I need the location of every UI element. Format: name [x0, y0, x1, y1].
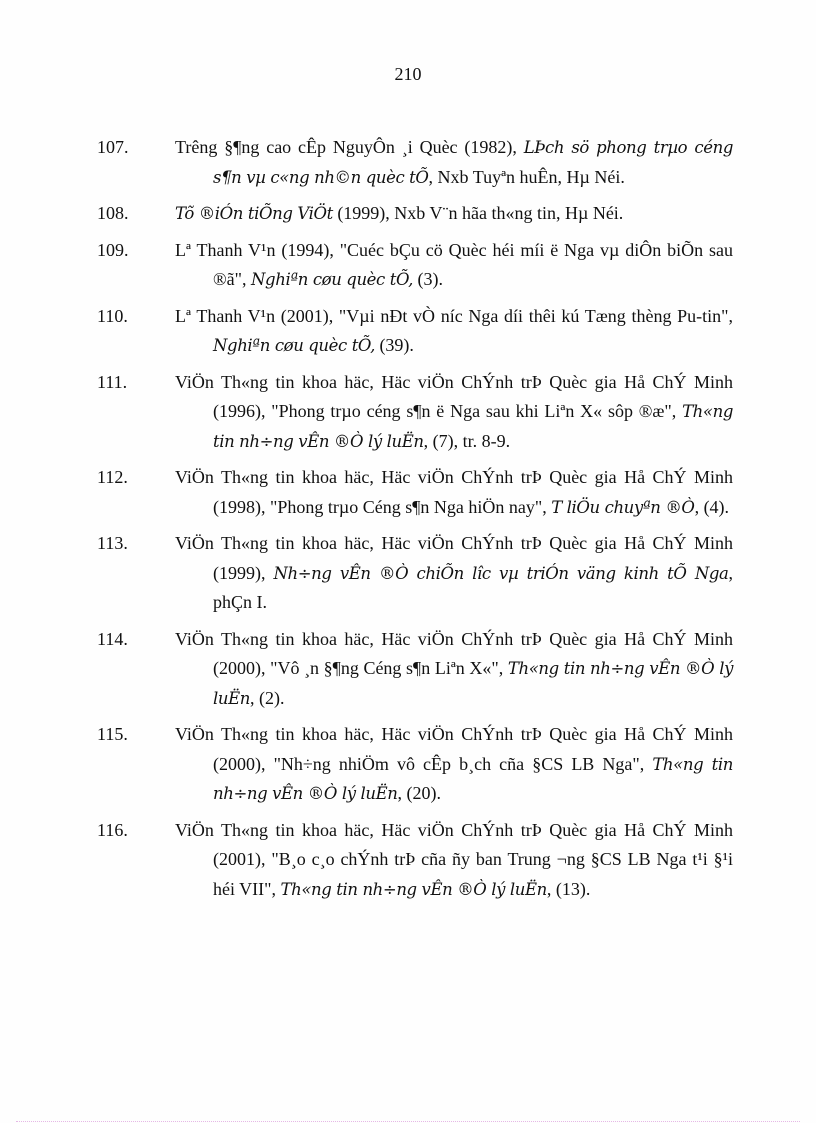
- reference-text-segment: Lª Thanh V¹n (2001), "Vµi nÐt vÒ níc Nga díi thêi kú Tæng thèng Pu-tin",: [175, 305, 733, 326]
- reference-text-segment: (1999), Nxb V¨n hãa th«ng tin, Hµ Néi.: [332, 203, 624, 223]
- reference-text-segment: Lª Thanh V¹n (1994), "Cuéc bÇu cö Quèc héi míi ë Nga vµ diÔn biÕn sau ®ã",: [175, 239, 733, 289]
- reference-text-segment: Trêng §¶ng cao cÊp NguyÔn ¸i Quèc (1982),: [175, 137, 524, 157]
- reference-text-segment: ViÖn Th«ng tin khoa häc, Häc viÖn ChÝnh trÞ Quèc gia Hå ChÝ Minh (1996), "Phong trµo céng s¶n ë Nga sau khi Liªn X« sôp ®æ",: [175, 371, 733, 421]
- reference-text: [175, 306, 733, 356]
- reference-item: 109. Lª Thanh V¹n (1994), "Cuéc bÇu cö Quèc héi míi ë Nga vµ diÔn biÕn sau ®ã", Nghiªn cøu quèc tÕ, (3).: [97, 239, 733, 289]
- reference-text-segment: , phÇn I.: [213, 562, 733, 612]
- reference-text: [175, 533, 733, 612]
- reference-title-italic: LÞch sö phong trµo céng s¶n vµ c«ng nh©n quèc tÕ: [213, 138, 733, 187]
- reference-text: [175, 820, 733, 899]
- reference-text-segment: , (7), tr. 8-9.: [423, 430, 511, 451]
- reference-text: [175, 203, 623, 223]
- reference-item: 107. Trêng §¶ng cao cÊp NguyÔn ¸i Quèc (1982), LÞch sö phong trµo céng s¶n vµ c«ng nh©n quèc tÕ, Nxb Tuyªn huÊn, Hµ Néi.: [97, 137, 733, 187]
- reference-text-segment: ViÖn Th«ng tin khoa häc, Häc viÖn ChÝnh trÞ Quèc gia Hå ChÝ Minh (2000), "Nh÷ng nhiÖm vô cÊp b¸ch cña §CS LB Nga",: [175, 724, 733, 774]
- reference-title-italic: Th«ng tin nh÷ng vÊn ®Ò lý luËn: [213, 659, 734, 708]
- reference-title-italic: Th«ng tin nh÷ng vÊn ®Ò lý luËn: [280, 879, 547, 899]
- reference-text-segment: ViÖn Th«ng tin khoa häc, Häc viÖn ChÝnh trÞ Quèc gia Hå ChÝ Minh (1999),: [175, 533, 733, 583]
- reference-text-segment: , Nxb Tuyªn huÊn, Hµ Néi.: [428, 166, 625, 187]
- reference-item: 110. Lª Thanh V¹n (2001), "Vµi nÐt vÒ níc Nga díi thêi kú Tæng thèng Pu-tin", Nghiªn cøu quèc tÕ, (39).: [97, 305, 733, 355]
- reference-title-italic: Nh÷ng vÊn ®Ò chiÕn lîc vµ triÓn väng kinh tÕ Nga: [273, 563, 729, 583]
- reference-text: [175, 240, 733, 290]
- reference-text-segment: ViÖn Th«ng tin khoa häc, Häc viÖn ChÝnh trÞ Quèc gia Hå ChÝ Minh (2000), "Vô ¸n §¶ng Céng s¶n Liªn X«",: [175, 628, 733, 678]
- reference-item: 116. ViÖn Th«ng tin khoa häc, Häc viÖn ChÝnh trÞ Quèc gia Hå ChÝ Minh (2001), "B¸o c¸o chÝnh trÞ cña ñy ban Trung ¬ng §CS LB Nga t¹i §¹i héi VII", Th«ng tin nh÷ng vÊn ®Ò lý luËn, (13).: [97, 819, 733, 899]
- reference-text-segment: (3).: [412, 269, 443, 289]
- reference-text: [175, 137, 733, 187]
- reference-text-segment: , (2).: [249, 687, 285, 708]
- reference-list: [97, 133, 734, 911]
- reference-text-segment: (39).: [374, 335, 414, 355]
- reference-text: [175, 467, 733, 517]
- page-bottom-border: [16, 1121, 800, 1122]
- reference-title-italic: Nghiªn cøu quèc tÕ,: [213, 336, 375, 355]
- page-number: 210: [394, 64, 422, 84]
- reference-item: 112. ViÖn Th«ng tin khoa häc, Häc viÖn ChÝnh trÞ Quèc gia Hå ChÝ Minh (1998), "Phong trµo Céng s¶n Nga hiÖn nay", T liÖu chuyªn ®Ò, (4).: [97, 467, 733, 517]
- reference-item: 111. ViÖn Th«ng tin khoa häc, Häc viÖn ChÝnh trÞ Quèc gia Hå ChÝ Minh (1996), "Phong trµo céng s¶n ë Nga sau khi Liªn X« sôp ®æ", Th«ng tin nh÷ng vÊn ®Ò lý luËn, (7), tr. 8-9.: [97, 371, 733, 451]
- reference-text-segment: , (20).: [397, 783, 441, 803]
- reference-item: 108. Tõ ®iÓn tiÕng ViÖt (1999), Nxb V¨n hãa th«ng tin, Hµ Néi.: [97, 203, 624, 223]
- reference-title-italic: Th«ng tin nh÷ng vÊn ®Ò lý luËn: [213, 754, 733, 803]
- reference-item: 113. ViÖn Th«ng tin khoa häc, Häc viÖn ChÝnh trÞ Quèc gia Hå ChÝ Minh (1999), Nh÷ng vÊn ®Ò chiÕn lîc vµ triÓn väng kinh tÕ Nga, phÇn I.: [97, 533, 733, 612]
- reference-text: [175, 724, 733, 803]
- reference-title-italic: T liÖu chuyªn ®Ò: [551, 497, 695, 517]
- reference-text: [175, 372, 733, 451]
- reference-text-segment: , (13).: [546, 878, 591, 899]
- reference-item: 114. ViÖn Th«ng tin khoa häc, Häc viÖn ChÝnh trÞ Quèc gia Hå ChÝ Minh (2000), "Vô ¸n §¶ng Céng s¶n Liªn X«", Th«ng tin nh÷ng vÊn ®Ò lý luËn, (2).: [97, 628, 734, 708]
- reference-text-segment: , (4).: [694, 496, 730, 517]
- reference-text-segment: ViÖn Th«ng tin khoa häc, Häc viÖn ChÝnh trÞ Quèc gia Hå ChÝ Minh (1998), "Phong trµo Céng s¶n Nga hiÖn nay",: [175, 467, 733, 517]
- reference-text: [175, 629, 733, 708]
- reference-title-italic: Tõ ®iÓn tiÕng ViÖt: [175, 204, 333, 223]
- reference-title-italic: Nghiªn cøu quèc tÕ,: [251, 270, 413, 289]
- reference-title-italic: Th«ng tin nh÷ng vÊn ®Ò lý luËn: [213, 402, 733, 451]
- reference-text-segment: ViÖn Th«ng tin khoa häc, Häc viÖn ChÝnh trÞ Quèc gia Hå ChÝ Minh (2001), "B¸o c¸o chÝnh trÞ cña ñy ban Trung ¬ng §CS LB Nga t¹i §¹i héi VII",: [175, 819, 733, 899]
- reference-item: 115. ViÖn Th«ng tin khoa häc, Häc viÖn ChÝnh trÞ Quèc gia Hå ChÝ Minh (2000), "Nh÷ng nhiÖm vô cÊp b¸ch cña §CS LB Nga", Th«ng tin nh÷ng vÊn ®Ò lý luËn, (20).: [97, 724, 733, 803]
